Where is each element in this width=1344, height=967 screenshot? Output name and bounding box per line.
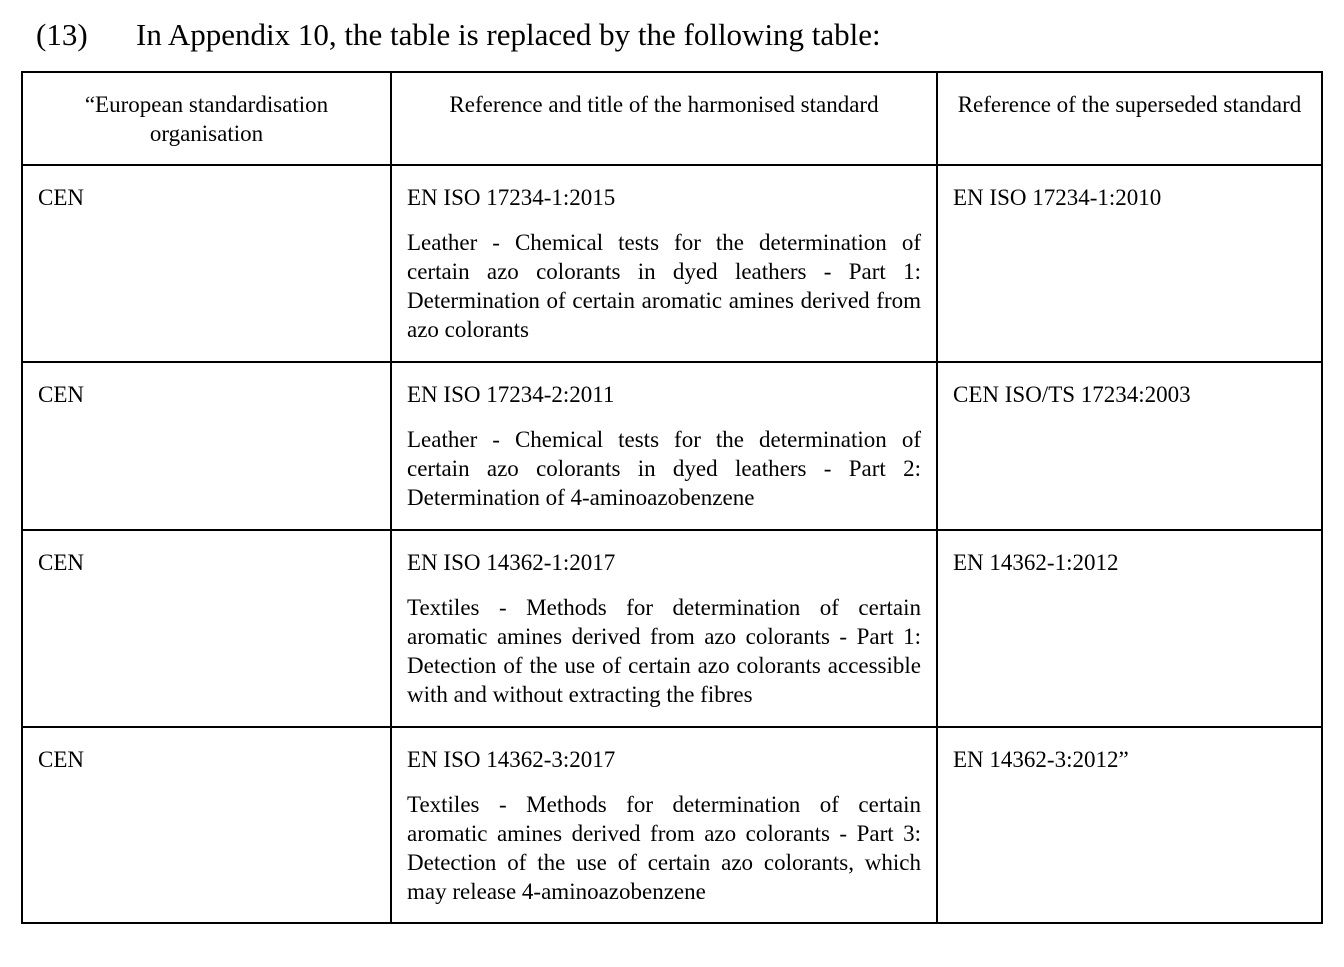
standard-reference: EN ISO 14362-3:2017 xyxy=(407,747,616,772)
table-row xyxy=(22,727,1322,923)
amendment-text: In Appendix 10, the table is replaced by the following table: xyxy=(136,17,881,52)
amendment-number: (13) xyxy=(36,17,88,52)
header-reference-title: Reference and title of the harmonised standard xyxy=(391,72,937,165)
table-header-row xyxy=(22,72,1322,165)
standards-table xyxy=(21,71,1323,924)
table-row xyxy=(22,530,1322,727)
header-superseded: Reference of the superseded standard xyxy=(937,72,1322,165)
standard-reference: EN ISO 17234-1:2015 xyxy=(407,185,616,210)
standard-cell xyxy=(391,530,937,727)
standard-title: Leather - Chemical tests for the determination of certain azo colorants in dyed leathers - Part 2: Determination of 4-aminoazobenzene xyxy=(407,427,921,510)
standard-title: Leather - Chemical tests for the determination of certain azo colorants in dyed leathers - Part 1: Determination of certain aromatic amines derived from azo colorants xyxy=(407,230,921,342)
table-row xyxy=(22,165,1322,362)
standard-cell xyxy=(391,165,937,362)
standard-cell xyxy=(391,362,937,530)
standard-title: Textiles - Methods for determination of certain aromatic amines derived from azo colorants - Part 3: Detection of the use of certain azo colorants, which may release 4-aminoazobenzene xyxy=(407,792,921,904)
organisation-cell: CEN xyxy=(22,165,391,362)
header-organisation: “European standardisation organisation xyxy=(22,72,391,165)
standard-cell xyxy=(391,727,937,923)
organisation-cell: CEN xyxy=(22,362,391,530)
superseded-cell: EN 14362-3:2012” xyxy=(937,727,1322,923)
organisation-cell: CEN xyxy=(22,727,391,923)
standard-reference: EN ISO 14362-1:2017 xyxy=(407,550,616,575)
standard-title: Textiles - Methods for determination of certain aromatic amines derived from azo colorants - Part 1: Detection of the use of certain azo colorants accessible with and without extracting the fibres xyxy=(407,595,921,707)
superseded-cell: EN 14362-1:2012 xyxy=(937,530,1322,727)
superseded-cell: EN ISO 17234-1:2010 xyxy=(937,165,1322,362)
amendment-heading xyxy=(36,17,881,53)
organisation-cell: CEN xyxy=(22,530,391,727)
superseded-cell: CEN ISO/TS 17234:2003 xyxy=(937,362,1322,530)
table-row xyxy=(22,362,1322,530)
standard-reference: EN ISO 17234-2:2011 xyxy=(407,382,615,407)
